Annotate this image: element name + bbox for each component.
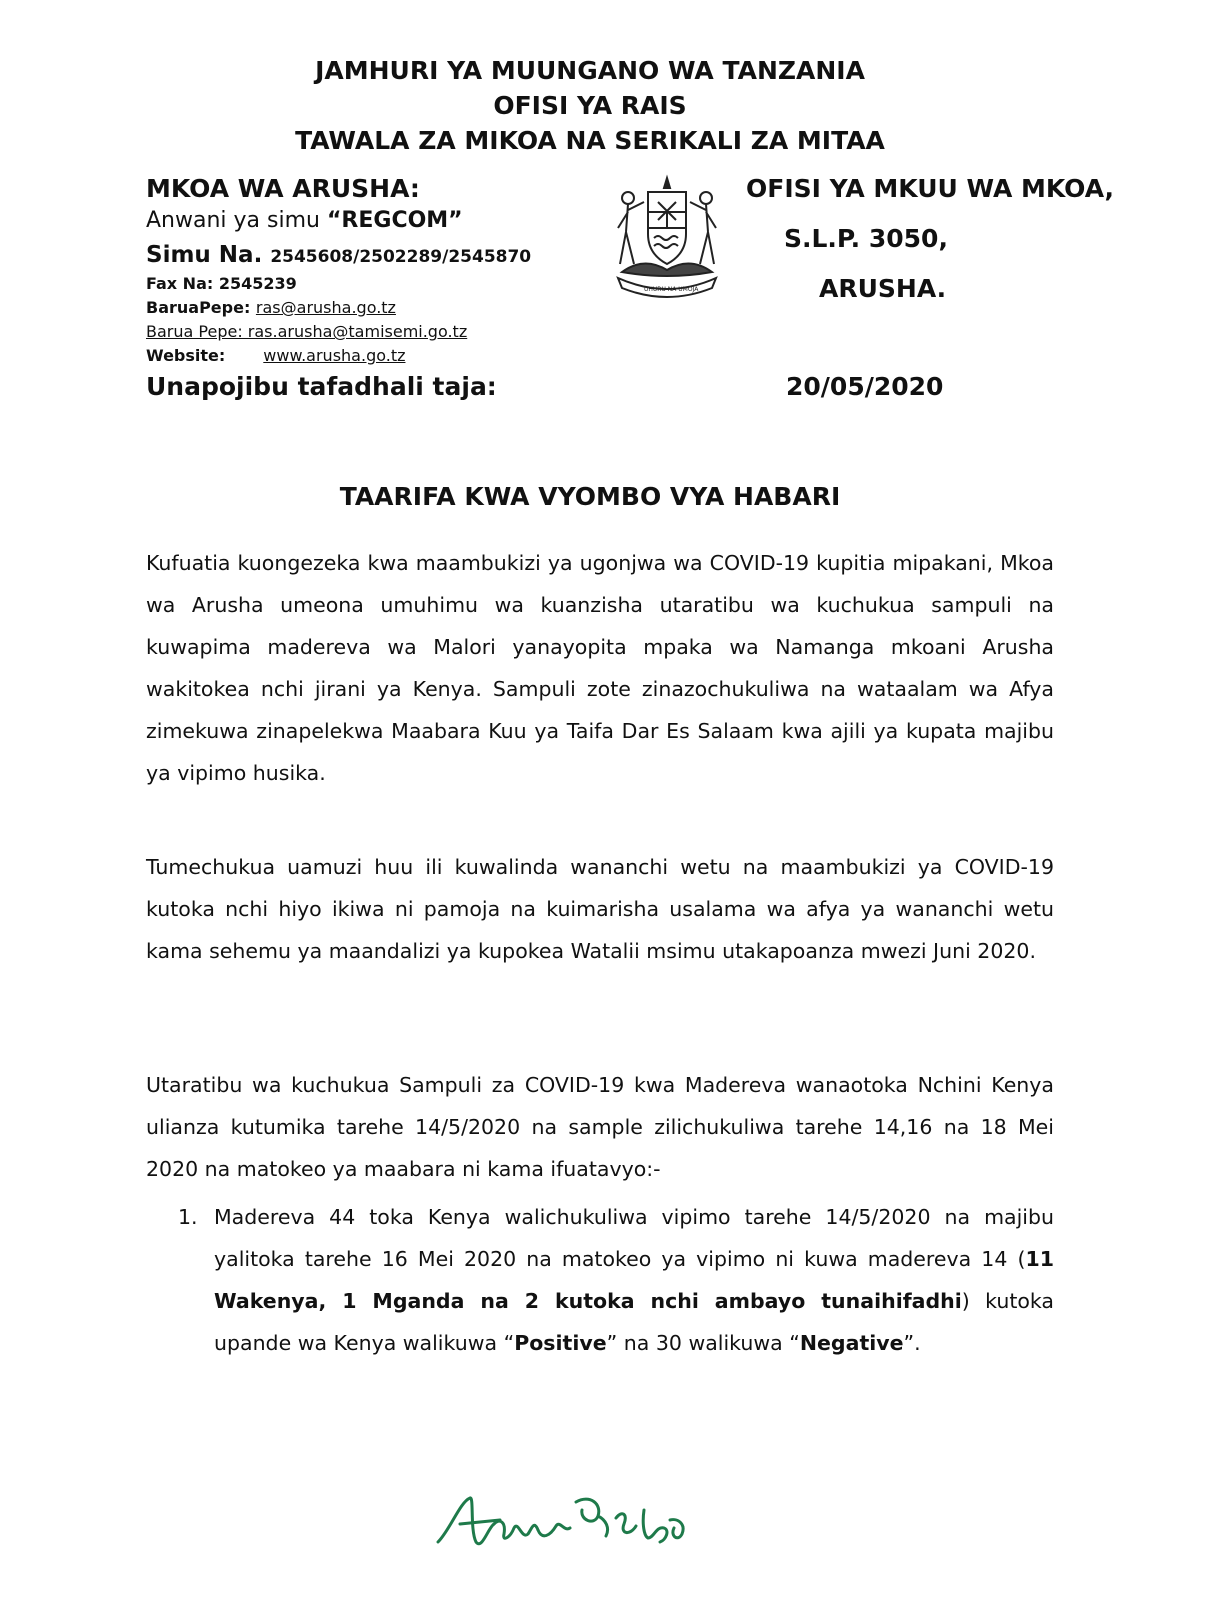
bold-positive: Positive xyxy=(514,1331,607,1355)
phone-value: 2545608/2502289/2545870 xyxy=(270,247,532,267)
signature xyxy=(430,1480,700,1560)
po-box: S.L.P. 3050, xyxy=(784,224,948,253)
coat-of-arms-icon xyxy=(604,172,730,300)
list-item-text: Madereva 44 toka Kenya walichukuliwa vipimo tarehe 14/5/2020 na majibu yalitoka tarehe 16 Mei 2020 na matokeo ya vipimo ni kuwa madereva 14 (11 Wakenya, 1 Mganda na 2 kutoka nchi ambayo tunaihifadhi) kutoka upande wa Kenya walikuwa “Positive” na 30 walikuwa “Negative”. xyxy=(214,1205,1054,1355)
bold-negative: Negative xyxy=(799,1331,904,1355)
list-item-number: 1. xyxy=(178,1205,198,1229)
bold-nationalities: 11 Wakenya, 1 Mganda na 2 kutoka nchi ambayo tunaihifadhi xyxy=(214,1247,1054,1313)
telegram-value: “REGCOM” xyxy=(326,208,463,233)
telegram-line xyxy=(146,208,463,233)
list-item xyxy=(178,1196,1054,1364)
email-line-1 xyxy=(146,298,396,317)
phone-line xyxy=(146,242,531,268)
paragraph-3: Utaratibu wa kuchukua Sampuli za COVID-19 kwa Madereva wanaotoka Nchini Kenya ulianza kutumika tarehe 14/5/2020 na sample zilichukuliwa tarehe 14,16 na 18 Mei 2020 na matokeo ya maabara ni kama ifuatavyo:- xyxy=(146,1073,1054,1181)
email1-link[interactable]: ras@arusha.go.tz xyxy=(255,298,396,317)
reply-note: Unapojibu tafadhali taja: xyxy=(146,372,497,401)
telegram-label: Anwani ya simu xyxy=(146,208,327,233)
region-name: MKOA WA ARUSHA: xyxy=(146,174,420,203)
document-title: TAARIFA KWA VYOMBO VYA HABARI xyxy=(339,482,841,511)
coat-of-arms-emblem xyxy=(604,172,730,300)
fax-line: Fax Na: 2545239 xyxy=(146,274,297,293)
header-line-2: OFISI YA RAIS xyxy=(493,91,687,120)
email1-label: BaruaPepe: xyxy=(146,298,256,317)
city: ARUSHA. xyxy=(819,274,947,303)
header-line-3: TAWALA ZA MIKOA NA SERIKALI ZA MITAA xyxy=(295,126,885,155)
website-line xyxy=(146,346,405,365)
paragraph-2: Tumechukua uamuzi huu ili kuwalinda wananchi wetu na maambukizi ya COVID-19 kutoka nchi hiyo ikiwa ni pamoja na kuimarisha usalama wa afya ya wananchi wetu kama sehemu ya maandalizi ya kupokea Watalii msimu utakapoanza mwezi Juni 2020. xyxy=(146,855,1054,963)
office-name: OFISI YA MKUU WA MKOA, xyxy=(746,174,1115,203)
website-label: Website: xyxy=(146,346,226,365)
website-link[interactable]: www.arusha.go.tz xyxy=(263,346,406,365)
paragraph-1: Kufuatia kuongezeka kwa maambukizi ya ugonjwa wa COVID-19 kupitia mipakani, Mkoa wa Arusha umeona umuhimu wa kuanzisha utaratibu wa kuchukua sampuli na kuwapima madereva wa Malori yanayopita mpaka wa Namanga mkoani Arusha wakitokea nchi jirani ya Kenya. Sampuli zote zinazochukuliwa na wataalam wa Afya zimekuwa zinapelekwa Maabara Kuu ya Taifa Dar Es Salaam kwa ajili ya kupata majibu ya vipimo husika. xyxy=(146,551,1054,785)
signature-graphic xyxy=(430,1480,700,1560)
document-date: 20/05/2020 xyxy=(786,372,944,401)
phone-label: Simu Na. xyxy=(146,242,271,268)
svg-text:UHURU NA UMOJA: UHURU NA UMOJA xyxy=(644,286,699,293)
email-line-2[interactable]: Barua Pepe: ras.arusha@tamisemi.go.tz xyxy=(146,322,468,341)
header-line-1: JAMHURI YA MUUNGANO WA TANZANIA xyxy=(315,56,865,85)
